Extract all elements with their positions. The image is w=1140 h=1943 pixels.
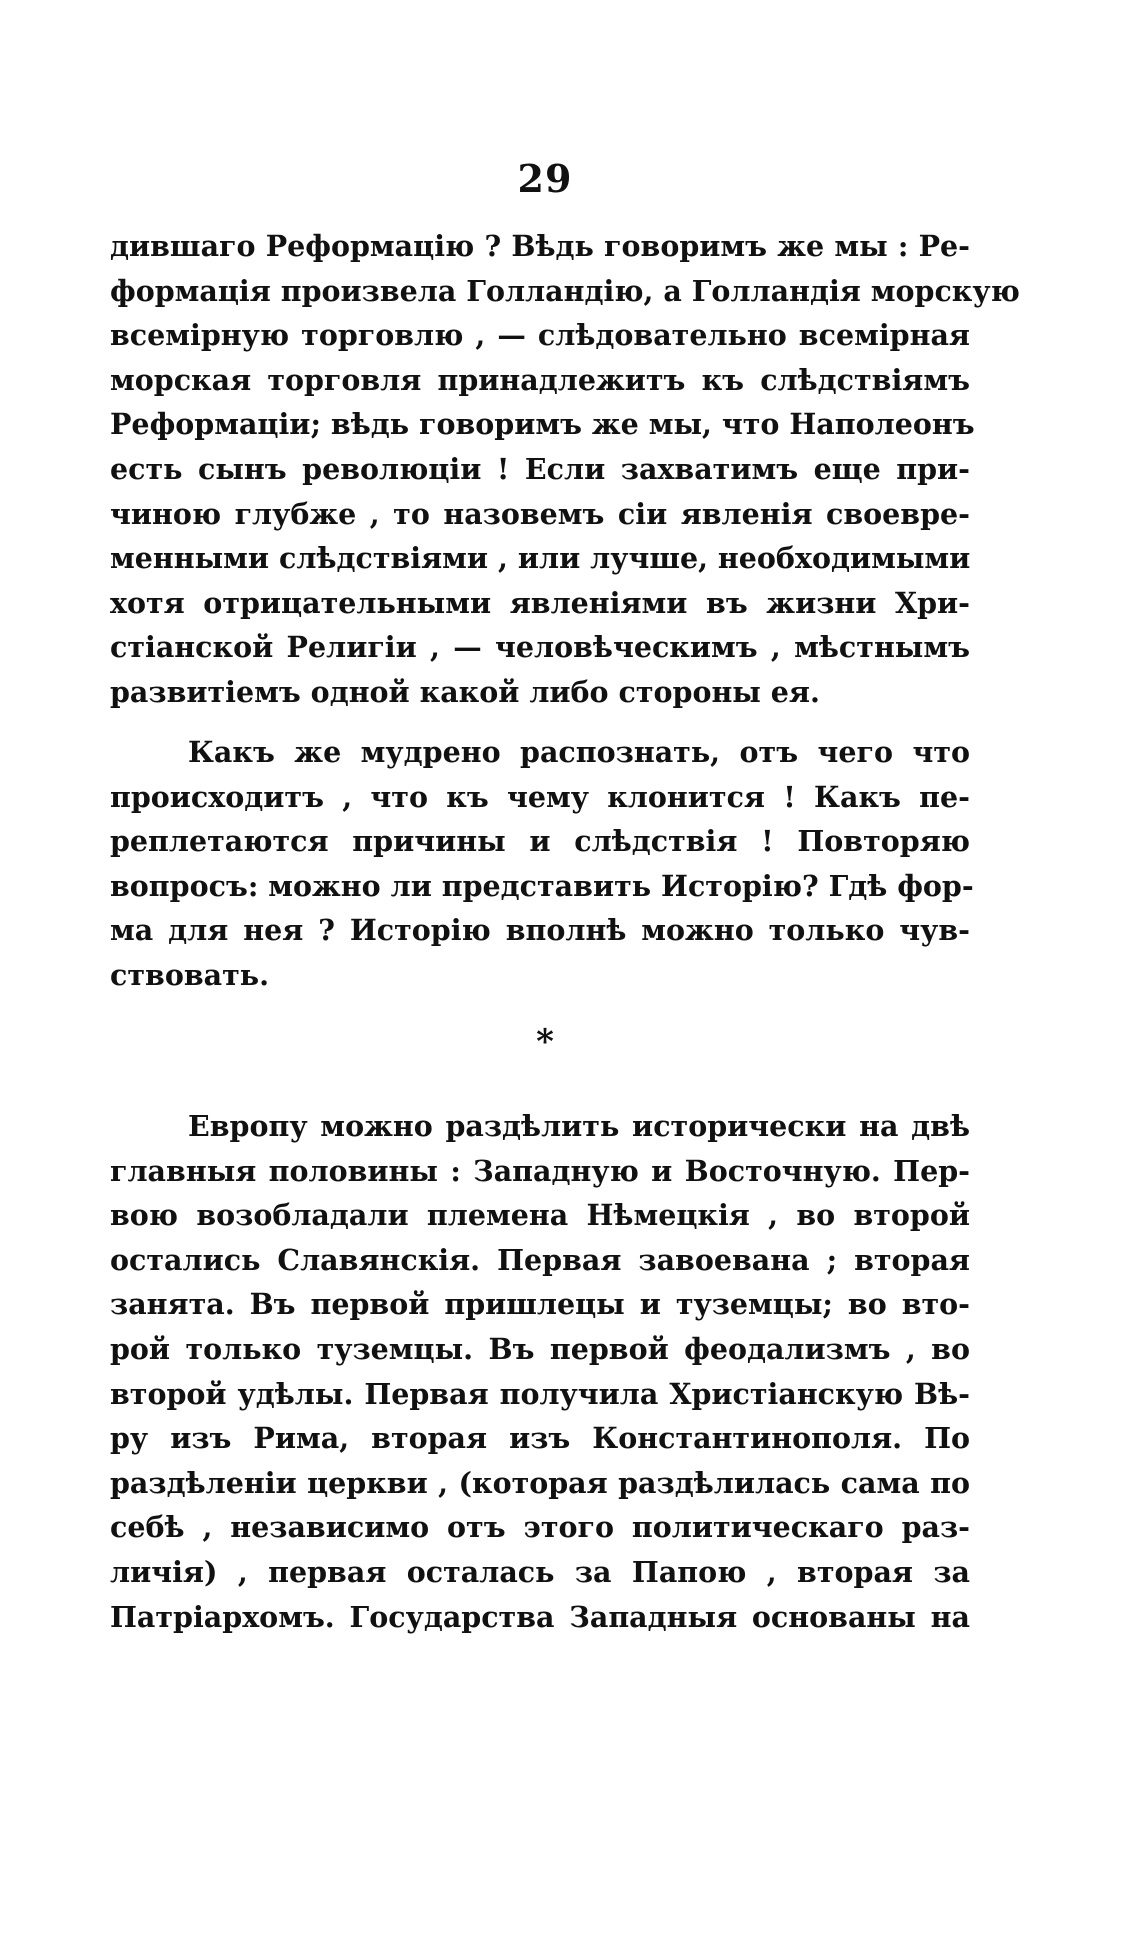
paragraph (110, 1104, 970, 1639)
text-line: второй удѣлы. Первая получила Христіанскую Вѣ- (110, 1376, 970, 1411)
text-line: реплетаются причины и слѣдствія ! Повторяю (110, 824, 970, 859)
text-line: Европу можно раздѣлить исторически на двѣ (188, 1109, 970, 1143)
text-line: личія) , первая осталась за Папою , вторая за (110, 1554, 970, 1589)
text-line: формація произвела Голландію, а Голландія морскую (110, 273, 1020, 308)
section-separator: * (536, 1022, 554, 1062)
text-line: Какъ же мудрено распознать, отъ чего что (188, 735, 970, 769)
text-line: развитіемъ одной какой либо стороны ея. (110, 674, 820, 709)
text-line: ру изъ Рима, вторая изъ Константинополя. По (110, 1421, 970, 1456)
text-line: чиною глубже , то назовемъ сіи явленія своевре- (110, 496, 970, 531)
text-line: вопросъ: можно ли представить Исторію? Гдѣ фор- (110, 868, 974, 903)
text-line: занята. Въ первой пришлецы и туземцы; во вто- (110, 1287, 970, 1322)
text-line: Реформаціи; вѣдь говоримъ же мы, что Наполеонъ (110, 407, 975, 442)
text-line: есть сынъ революціи ! Если захватимъ еще при- (110, 451, 970, 486)
text-line: себѣ , независимо отъ этого политическаго раз- (110, 1510, 970, 1545)
text-line: всемірную торговлю , — слѣдовательно всемірная (110, 318, 970, 353)
text-line: ствовать. (110, 957, 270, 992)
text-line: остались Славянскія. Первая завоевана ; вторая (110, 1242, 970, 1277)
text-line: стіанской Религіи , — человѣческимъ , мѣстнымъ (110, 630, 970, 665)
text-line: главныя половины : Западную и Восточную. Пер- (110, 1153, 970, 1188)
page-number: 29 (517, 156, 573, 201)
text-line: Патріархомъ. Государства Западныя основаны на (110, 1599, 970, 1634)
text-line: морская торговля принадлежитъ къ слѣдствіямъ (110, 362, 970, 397)
paragraph (110, 730, 974, 998)
text-line: вою возобладали племена Нѣмецкія , во второй (110, 1198, 970, 1233)
text-line: хотя отрицательными явленіями въ жизни Хри- (110, 585, 970, 620)
text-line: дившаго Реформацію ? Вѣдь говоримъ же мы : Ре- (110, 229, 970, 263)
text-line: происходитъ , что къ чему клонится ! Какъ пе- (110, 779, 970, 814)
text-line: менными слѣдствіями , или лучше, необходимыми (110, 541, 971, 576)
text-line: ма для нея ? Исторію вполнѣ можно только чув- (110, 913, 970, 948)
paragraph-continued (110, 224, 1020, 715)
text-line: рой только туземцы. Въ первой феодализмъ , во (110, 1331, 970, 1366)
text-line: раздѣленіи церкви , (которая раздѣлилась сама по (110, 1465, 970, 1500)
